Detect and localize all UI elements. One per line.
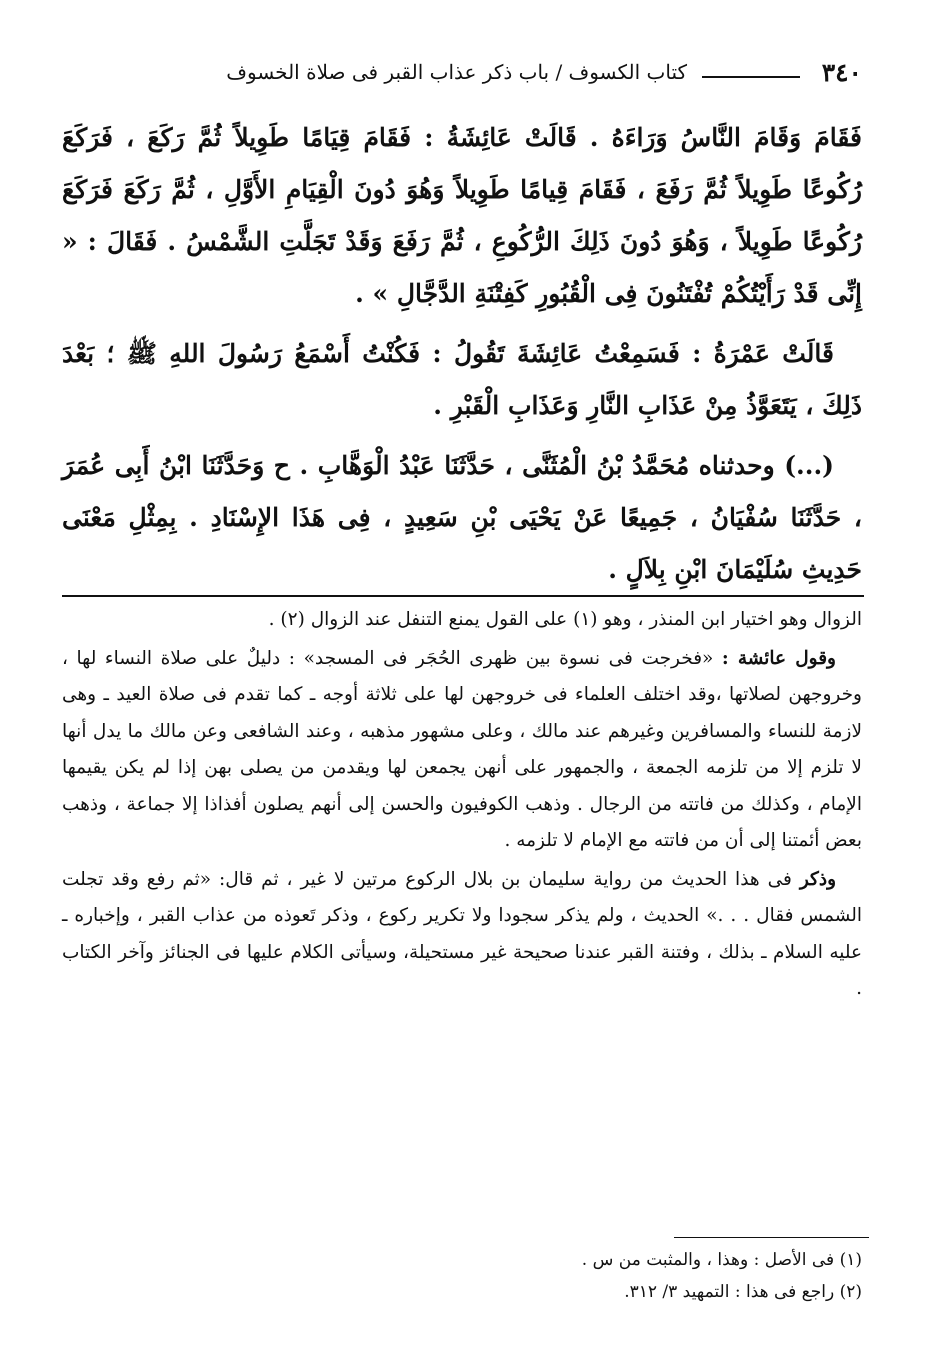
section-separator bbox=[62, 595, 864, 597]
page-header bbox=[62, 52, 862, 92]
hadith-paragraph: (...) وحدثناه مُحَمَّدُ بْنُ الْمُثَنَّى ، حَدَّثَنَا عَبْدُ الْوَهَّابِ . ح وَحَدَّثَنَا ابْنُ أَبِى عُمَرَ ، حَدَّثَنَا سُفْيَانُ ، جَمِيعًا عَنْ يَحْيَى بْنِ سَعِيدٍ ، فِى هَذَا الإِسْنَادِ . بِمِثْلِ مَعْنَى حَدِيثِ سُلَيْمَانَ ابْنِ بِلاَلٍ . bbox=[62, 451, 862, 584]
commentary-lead: وقول عائشة : bbox=[721, 647, 836, 669]
footnote: (١) فى الأصل : وهذا ، والمثبت من س . bbox=[581, 1250, 862, 1270]
footnote: (٢) راجع فى هذا : التمهيد ٣/ ٣١٢. bbox=[624, 1282, 862, 1302]
hadith-paragraph: قَالَتْ عَمْرَةُ : فَسَمِعْتُ عَائِشَةَ تَقُولُ : فَكُنْتُ أَسْمَعُ رَسُولَ اللهِ ﷺ ؛ بَعْدَ ذَلِكَ ، يَتَعَوَّذُ مِنْ عَذَابِ النَّارِ وَعَذَابِ الْقَبْرِ . bbox=[62, 339, 862, 420]
commentary-continuation: الزوال وهو اختيار ابن المنذر ، وهو (١) على القول يمنع التنفل عند الزوال (٢) . bbox=[268, 609, 862, 630]
footnotes bbox=[62, 1244, 862, 1308]
commentary bbox=[62, 602, 862, 1010]
commentary-body: فى هذا الحديث من رواية سليمان بن بلال الركوع مرتين لا غير ، ثم قال: «ثم رفع وقد تجلت الشمس فقال . . .» الحديث ، ولم يذكر سجودا ولا تكرير ركوع ، وذكر تَعوذه من عذاب القبر ، وإخباره ـ عليه السلام ـ بذلك ، وفتنة القبر عندنا صحيحة غير مستحيلة، وسيأتى الكلام عليها فى الجنائز وآخر الكتاب . bbox=[62, 868, 862, 999]
commentary-paragraph bbox=[62, 641, 862, 860]
commentary-lead: وذكر bbox=[799, 868, 836, 890]
footnote-rule bbox=[674, 1237, 869, 1238]
commentary-paragraph bbox=[62, 862, 862, 1008]
running-title: كتاب الكسوف / باب ذكر عذاب القبر فى صلاة الخسوف bbox=[226, 60, 687, 84]
page-number: ٣٤٠ bbox=[821, 58, 862, 87]
commentary-body: «فخرجت فى نسوة بين ظهرى الحُجَر فى المسجد» : دليلٌ على صلاة النساء لها ، وخروجهن لصلاتها ،وقد اختلف العلماء فى خروجهن لها على ثلاثة أوجه ـ كما تقدم فى صلاة العيد ـ وهى لازمة للنساء والمسافرين وغيرهم عند مالك ، وعلى مشهور مذهبه ، وعند الشافعى وعن مالك ما يدل أنها لا تلزم إلا من تلزمه الجمعة ، والجمهور على أنهن يجمعن لها ويقدمن من يصلى بهن إذا لم يكن يقيمها الإمام ، وكذلك من فاتته من الرجال . وذهب الكوفيون والحسن إلى أنهم يصلون أفذاذا إلا جماعة ، وذهب بعض أئمتنا إلى أن من فاتته مع الإمام لا تلزمه . bbox=[62, 647, 862, 851]
hadith-text bbox=[62, 112, 862, 604]
header-rule bbox=[702, 76, 800, 78]
hadith-paragraph: فَقَامَ وَقَامَ النَّاسُ وَرَاءَهُ . قَالَتْ عَائِشَةُ : فَقَامَ قِيَامًا طَوِيلاً ثُمَّ رَكَعَ ، فَرَكَعَ رُكُوعًا طَوِيلاً ثُمَّ رَفَعَ ، فَقَامَ قِيامًا طَوِيلاً وَهُوَ دُونَ الْقِيَامِ الأَوَّلِ ، ثُمَّ رَكَعَ فَرَكَعَ رُكُوعًا طَوِيلاً ، وَهُوَ دُونَ ذَلِكَ الرُّكُوعِ ، ثُمَّ رَفَعَ وَقَدْ تَجَلَّتِ الشَّمْسُ . فَقَالَ : « إِنِّى قَدْ رَأَيْتُكُمْ تُفْتَنُونَ فِى الْقُبُورِ كَفِتْنَةِ الدَّجَّالِ » . bbox=[62, 123, 862, 308]
